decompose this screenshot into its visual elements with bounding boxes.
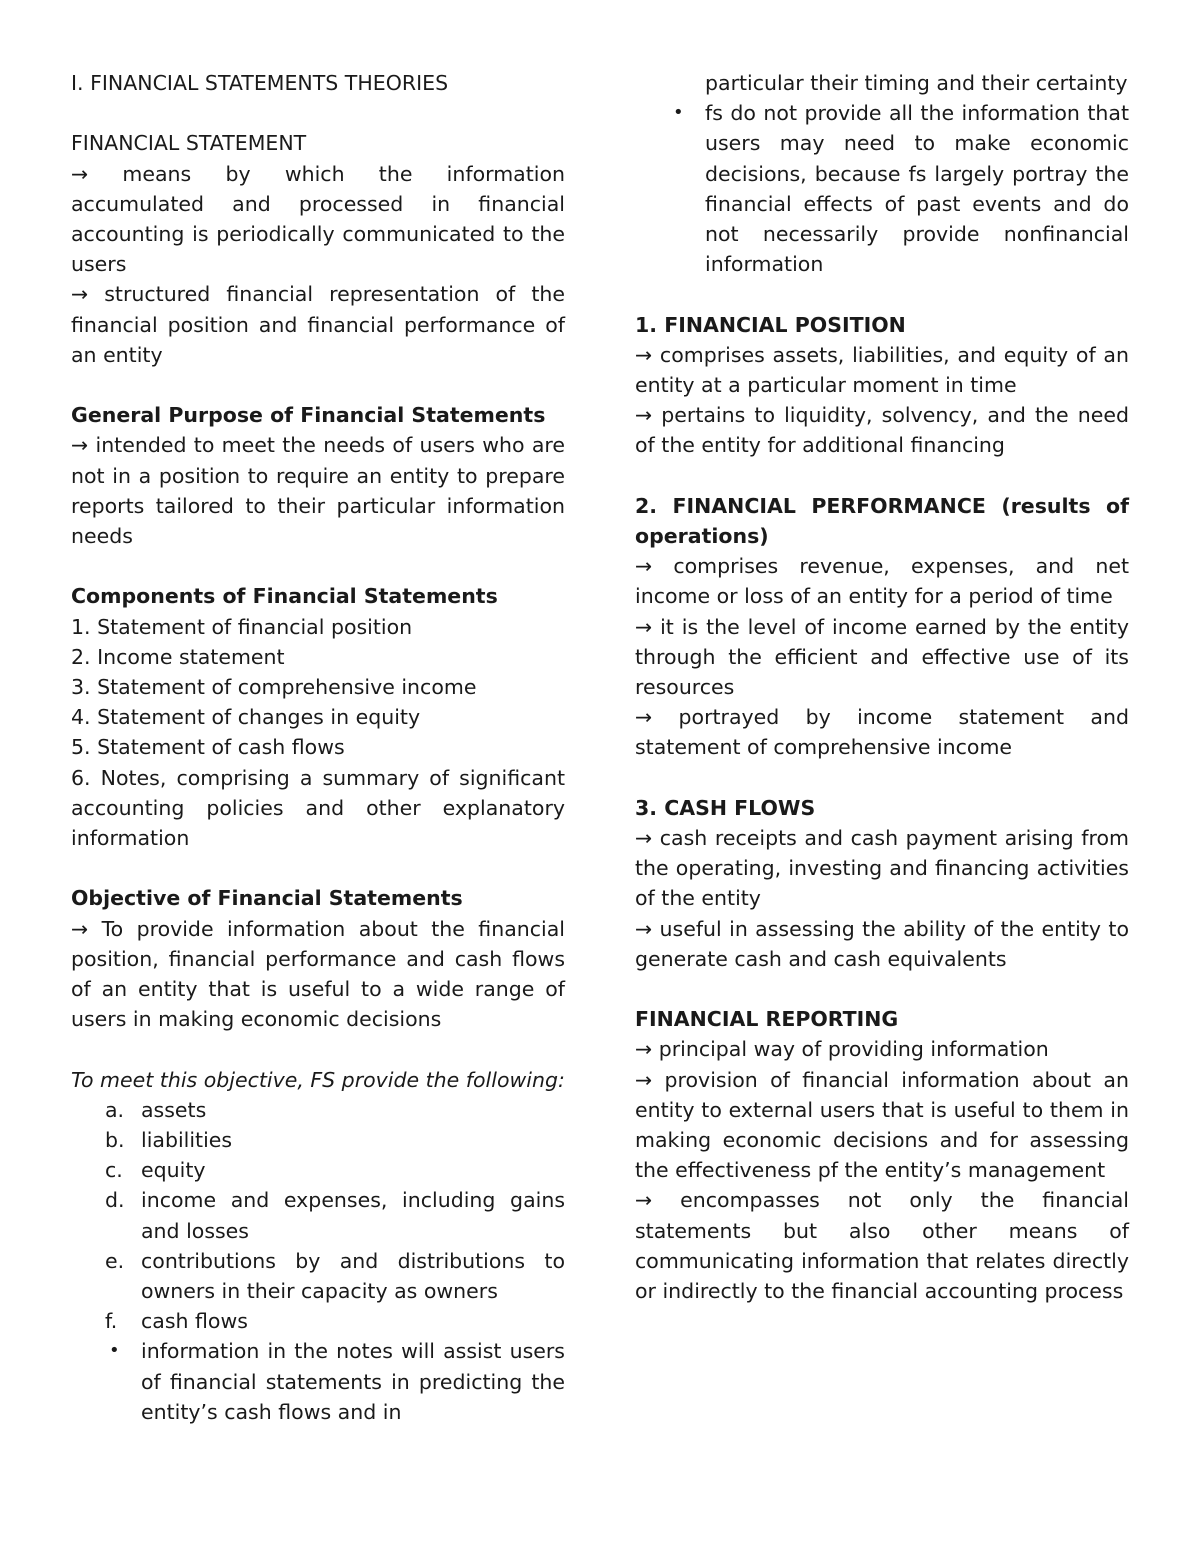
list-marker: d. xyxy=(105,1188,125,1213)
fs-paragraph-1: → means by which the information accumulated and processed in financial accounting is periodically communicated to the users xyxy=(71,161,565,277)
financial-performance-paragraph-1: → comprises revenue, expenses, and net income or loss of an entity for a period of time xyxy=(635,554,1129,609)
financial-performance-heading: 2. FINANCIAL PERFORMANCE (results of operations) xyxy=(635,493,1129,549)
list-marker: a. xyxy=(105,1097,125,1122)
cash-flows-paragraph-1: → cash receipts and cash payment arising from the operating, investing and financing activities of the entity xyxy=(635,826,1129,911)
list-item-text: assets xyxy=(141,1097,207,1122)
bullet-item xyxy=(635,98,1129,279)
bullet-marker: • xyxy=(109,1340,120,1362)
component-item: 2. Income statement xyxy=(71,644,285,669)
components-heading: Components of Financial Statements xyxy=(71,584,498,609)
financial-position-paragraph-1: → comprises assets, liabilities, and equity of an entity at a particular moment in time xyxy=(635,342,1129,398)
cash-flows-paragraph-2: → useful in assessing the ability of the entity to generate cash and cash equivalents xyxy=(635,916,1129,971)
list-marker: f. xyxy=(105,1309,118,1334)
financial-performance-paragraph-2: → it is the level of income earned by the entity through the efficient and effective use of its resources xyxy=(635,614,1129,700)
list-item xyxy=(71,1155,565,1185)
financial-reporting-paragraph-3: → encompasses not only the financial statements but also other means of communicating information that relates directly or indirectly to the financial accounting process xyxy=(635,1188,1129,1304)
list-item xyxy=(71,1185,565,1245)
list-item xyxy=(71,1095,565,1125)
document-title: I. FINANCIAL STATEMENTS THEORIES xyxy=(71,71,449,95)
bullet-item-text: information in the notes will assist users of financial statements in predicting the entity’s cash flows and in xyxy=(141,1339,565,1424)
right-column xyxy=(635,68,1129,1306)
list-marker: c. xyxy=(105,1158,123,1183)
list-item xyxy=(71,1246,565,1306)
list-item-text: income and expenses, including gains and losses xyxy=(141,1188,565,1243)
bullet-item xyxy=(71,1336,565,1427)
list-item xyxy=(71,1306,565,1336)
list-marker: e. xyxy=(105,1248,125,1273)
general-purpose-heading: General Purpose of Financial Statements xyxy=(71,403,546,428)
financial-performance-paragraph-3: → portrayed by income statement and statement of comprehensive income xyxy=(635,705,1129,760)
list-marker: b. xyxy=(105,1128,125,1153)
component-item: 6. Notes, comprising a summary of significant accounting policies and other explanatory information xyxy=(71,765,565,851)
bullet-item-text: fs do not provide all the information that users may need to make economic decisions, because fs largely portray the financial effects of past events and do not necessarily provide nonfinancial information xyxy=(705,101,1129,277)
financial-reporting-paragraph-2: → provision of financial information about an entity to external users that is useful to them in making economic decisions and for assessing the effectiveness pf the entity’s management xyxy=(635,1067,1129,1183)
list-item xyxy=(71,1125,565,1155)
component-item: 4. Statement of changes in equity xyxy=(71,705,421,730)
component-item: 5. Statement of cash flows xyxy=(71,735,345,760)
list-item-text: cash flows xyxy=(141,1309,248,1334)
component-item: 1. Statement of financial position xyxy=(71,614,413,639)
general-purpose-paragraph: → intended to meet the needs of users who are not in a position to require an entity to prepare reports tailored to their particular information needs xyxy=(71,433,565,549)
fs-provides-list xyxy=(71,1095,565,1427)
bullet-continuation: particular their timing and their certainty xyxy=(705,71,1128,95)
financial-position-heading: 1. FINANCIAL POSITION xyxy=(635,312,906,337)
left-column xyxy=(71,68,565,1427)
financial-position-paragraph-2: → pertains to liquidity, solvency, and the need of the entity for additional financing xyxy=(635,403,1129,458)
financial-reporting-heading: FINANCIAL REPORTING xyxy=(635,1007,899,1032)
list-item-text: contributions by and distributions to owners in their capacity as owners xyxy=(141,1248,565,1304)
fs-paragraph-2: → structured financial representation of the financial position and financial performance of an entity xyxy=(71,282,565,367)
component-item: 3. Statement of comprehensive income xyxy=(71,675,477,700)
financial-reporting-paragraph-1: → principal way of providing information xyxy=(635,1037,1049,1062)
objective-intro: To meet this objective, FS provide the following: xyxy=(71,1067,565,1092)
objective-heading: Objective of Financial Statements xyxy=(71,886,463,911)
list-item-text: liabilities xyxy=(141,1128,233,1153)
list-item-text: equity xyxy=(141,1158,206,1183)
cash-flows-heading: 3. CASH FLOWS xyxy=(635,795,816,820)
bullet-marker: • xyxy=(673,102,684,124)
fs-heading: FINANCIAL STATEMENT xyxy=(71,131,307,156)
objective-paragraph: → To provide information about the financial position, financial performance and cash flows of an entity that is useful to a wide range of users in making economic decisions xyxy=(71,916,565,1032)
